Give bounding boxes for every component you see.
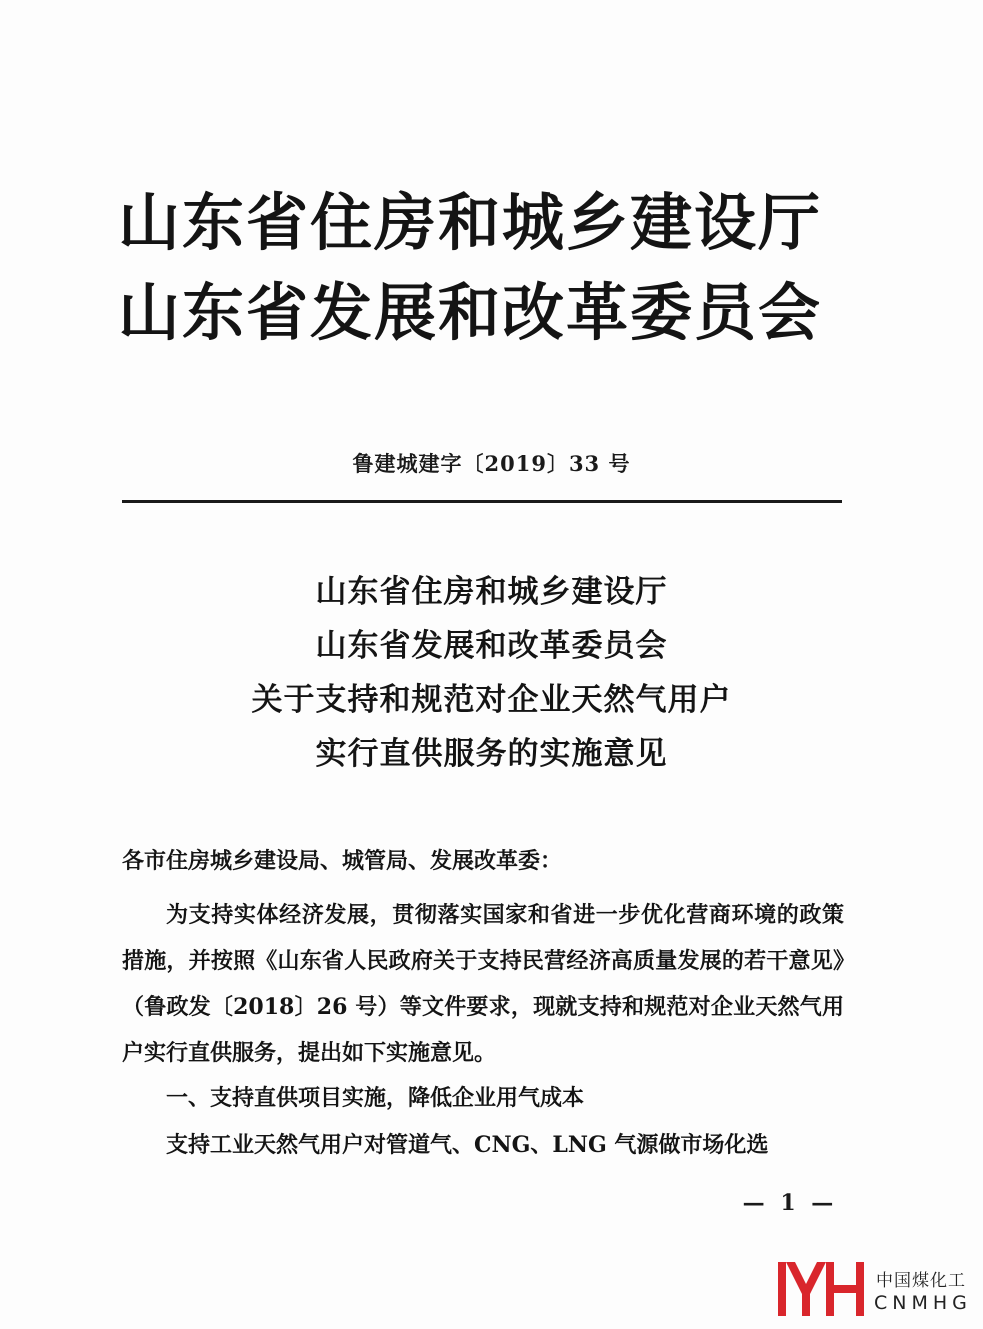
watermark-text-cn: 中国煤化工 — [876, 1271, 966, 1291]
title-line-4: 实行直供服务的实施意见 — [315, 736, 668, 772]
watermark-logo — [776, 1258, 976, 1320]
body-paragraph-1: 为支持实体经济发展，贯彻落实国家和省进一步优化营商环境的政策措施，并按照《山东省人民政府关于支持民营经济高质量发展的若干意见》（鲁政发〔2018〕26 号）等文件要求，现就支持和规范对企业天然气用户实行直供服务，提出如下实施意见。 — [122, 902, 844, 1066]
document-number: 鲁建城建字〔2019〕33 号 — [352, 451, 631, 476]
title-line-1: 山东省住房和城乡建设厅 — [315, 574, 668, 610]
issuer-header — [118, 178, 858, 358]
header-divider — [122, 500, 842, 503]
document-body — [122, 838, 844, 1168]
body-paragraph-2: 支持工业天然气用户对管道气、CNG、LNG 气源做市场化选 — [166, 1132, 769, 1158]
document-title — [0, 565, 983, 781]
issuer-line-development: 山东省发展和改革委员会 — [118, 276, 823, 349]
issuer-line-housing: 山东省住房和城乡建设厅 — [118, 186, 823, 259]
page-number: — 1 — — [742, 1190, 838, 1216]
title-line-3: 关于支持和规范对企业天然气用户 — [251, 682, 732, 718]
cnmhg-logo-icon — [776, 1258, 868, 1320]
title-line-2: 山东省发展和改革委员会 — [315, 628, 668, 664]
watermark-text-en: CNMHG — [874, 1292, 972, 1314]
salutation: 各市住房城乡建设局、城管局、发展改革委： — [122, 848, 563, 874]
section-heading-1: 一、支持直供项目实施，降低企业用气成本 — [166, 1086, 585, 1111]
